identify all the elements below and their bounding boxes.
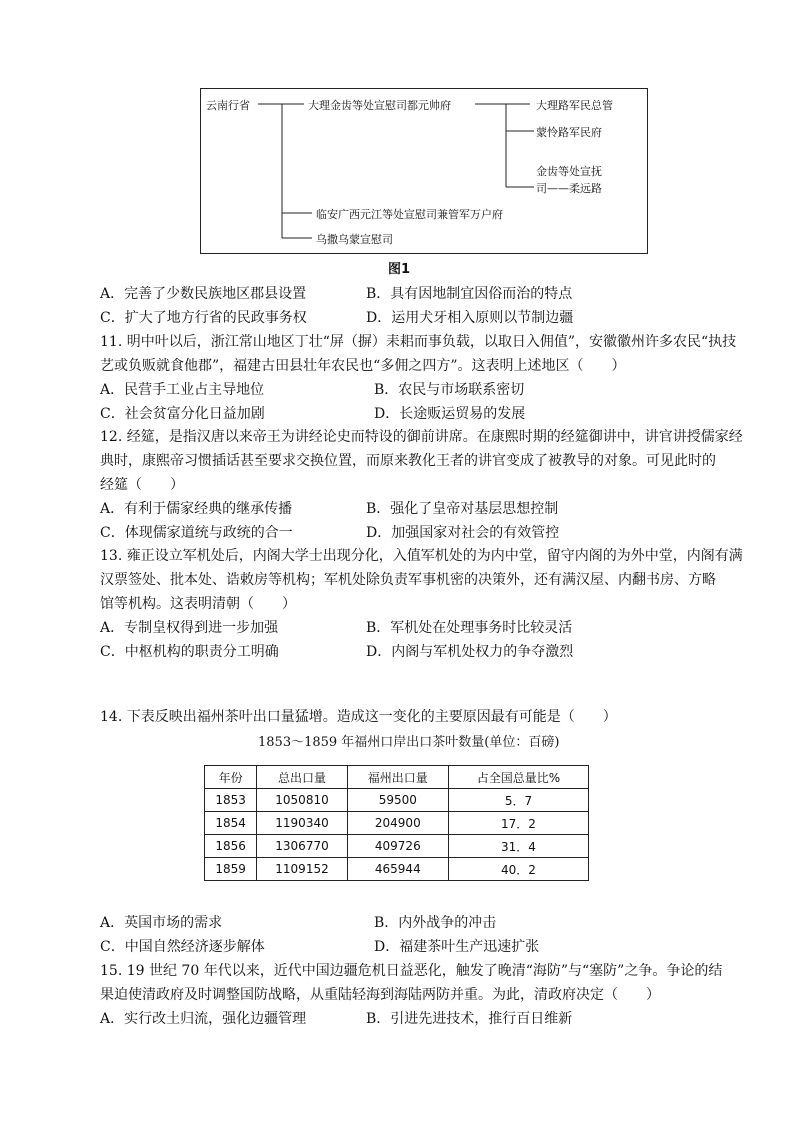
q15-option-b: B．引进先进技术，推行百日维新: [366, 1011, 573, 1027]
table-row: [205, 835, 589, 858]
q12-option-c: C．体现儒家道统与政统的合一: [100, 525, 293, 541]
table-header-cell: 总出口量: [257, 766, 347, 789]
table-cell: 1109152: [257, 858, 347, 881]
q14-option-c: C．中国自然经济逐步解体: [100, 939, 265, 955]
table-cell: 17．2: [448, 812, 588, 835]
q11-stem-line1: 11. 明中叶以后，浙江常山地区丁壮“屏（摒）耒耜而事负载，以取日入佣值”，安徽徽州许多农民“执技: [100, 334, 737, 350]
node-dali-jinchi-pacification-office: 大理金齿等处宣慰司都元帅府: [308, 99, 451, 112]
node-wusa-wumeng: 乌撒乌蒙宣慰司: [316, 233, 393, 246]
q13-option-c: C．中枢机构的职责分工明确: [100, 644, 279, 660]
q13-option-b: B．军机处在处理事务时比较灵活: [366, 620, 573, 636]
q11-option-a: A．民营手工业占主导地位: [100, 382, 265, 398]
table-cell: 1854: [205, 812, 257, 835]
q14-option-d: D．福建茶叶生产迅速扩张: [374, 939, 540, 955]
node-dali-route: 大理路军民总管: [536, 99, 613, 112]
table-cell: 1190340: [257, 812, 347, 835]
q11-option-b: B．农民与市场联系密切: [374, 382, 525, 398]
q15-stem-line1: 15. 19 世纪 70 年代以来，近代中国边疆危机日益恶化，触发了晚清“海防”与“塞防”之争。争论的结: [100, 963, 723, 979]
table-header-cell: 年份: [205, 766, 257, 789]
table-cell: 1859: [205, 858, 257, 881]
q13-stem-line2: 汉票签处、批本处、诰敕房等机构；军机处除负责军事机密的决策外，还有满汉屋、内翻书房、方略: [100, 572, 716, 588]
table-header-row: [205, 766, 589, 789]
table-cell: 5．7: [448, 789, 588, 812]
q13-stem-line1: 13. 雍正设立军机处后，内阁大学士出现分化，入值军机处的为内中堂，留守内阁的为外中堂，内阁有满: [100, 548, 743, 564]
table-row: [205, 812, 589, 835]
q15-option-a: A．实行改土归流，强化边疆管理: [100, 1011, 307, 1027]
table-row: [205, 858, 589, 881]
q14-option-b: B．内外战争的冲击: [374, 915, 497, 931]
q10-option-c: C．扩大了地方行省的民政事务权: [100, 310, 307, 326]
q10-option-d: D．运用犬牙相入原则以节制边疆: [366, 310, 574, 326]
table-cell: 409726: [347, 835, 448, 858]
node-menglian-route: 蒙怜路军民府: [536, 126, 602, 139]
q12-stem-line2: 典时，康熙帝习惯插话甚至要求交换位置，而原来教化王者的讲官变成了被教导的对象。可见此时的: [100, 453, 716, 469]
table-cell: 40．2: [448, 858, 588, 881]
q11-stem-line2: 艺或负贩就食他郡”，福建古田县壮年农民也“多佣之四方”。这表明上述地区（ ）: [100, 358, 626, 374]
q13-stem-line3: 馆等机构。这表明清朝（ ）: [100, 596, 296, 612]
q13-option-a: A．专制皇权得到进一步加强: [100, 620, 279, 636]
table-header-cell: 福州出口量: [347, 766, 448, 789]
q12-stem-line1: 12. 经筵，是指汉唐以来帝王为讲经论史而特设的御前讲席。在康熙时期的经筵御讲中，讲官讲授儒家经: [100, 429, 743, 445]
table-cell: 1853: [205, 789, 257, 812]
table-header-cell: 占全国总量比%: [448, 766, 588, 789]
node-jinchi-pacification-2: 司——柔远路: [536, 182, 602, 195]
table-cell: 1306770: [257, 835, 347, 858]
table-cell: 59500: [347, 789, 448, 812]
q13-option-d: D．内阁与军机处权力的争夺激烈: [366, 644, 574, 660]
q15-stem-line2: 果迫使清政府及时调整国防战略，从重陆轻海到海陆两防并重。为此，清政府决定（ ）: [100, 987, 660, 1003]
q12-option-b: B．强化了皇帝对基层思想控制: [366, 501, 559, 517]
table-cell: 1856: [205, 835, 257, 858]
table-cell: 465944: [347, 858, 448, 881]
q12-stem-line3: 经筵（ ）: [100, 477, 184, 493]
q14-table-title: 1853～1859 年福州口岸出口茶叶数量(单位：百磅): [258, 735, 560, 750]
table-row: [205, 789, 589, 812]
figure1-caption: 图1: [388, 262, 411, 277]
q14-option-a: A．英国市场的需求: [100, 915, 223, 931]
q11-option-c: C．社会贫富分化日益加剧: [100, 406, 265, 422]
q12-option-d: D．加强国家对社会的有效管控: [366, 525, 560, 541]
table-cell: 31．4: [448, 835, 588, 858]
q10-option-a: A．完善了少数民族地区郡县设置: [100, 286, 307, 302]
q11-option-d: D．长途贩运贸易的发展: [374, 406, 526, 422]
node-jinchi-pacification-1: 金齿等处宣抚: [536, 165, 602, 178]
node-linan-guangxi-yuanjiang: 临安广西元江等处宣慰司兼管军万户府: [316, 208, 503, 221]
q14-stem-line1: 14. 下表反映出福州茶叶出口量猛增。造成这一变化的主要原因最有可能是（ ）: [100, 709, 617, 725]
tea-export-table: [204, 765, 589, 881]
node-yunnan-province: 云南行省: [206, 99, 250, 112]
q12-option-a: A．有利于儒家经典的继承传播: [100, 501, 293, 517]
q10-option-b: B．具有因地制宜因俗而治的特点: [366, 286, 573, 302]
table-cell: 1050810: [257, 789, 347, 812]
table-cell: 204900: [347, 812, 448, 835]
